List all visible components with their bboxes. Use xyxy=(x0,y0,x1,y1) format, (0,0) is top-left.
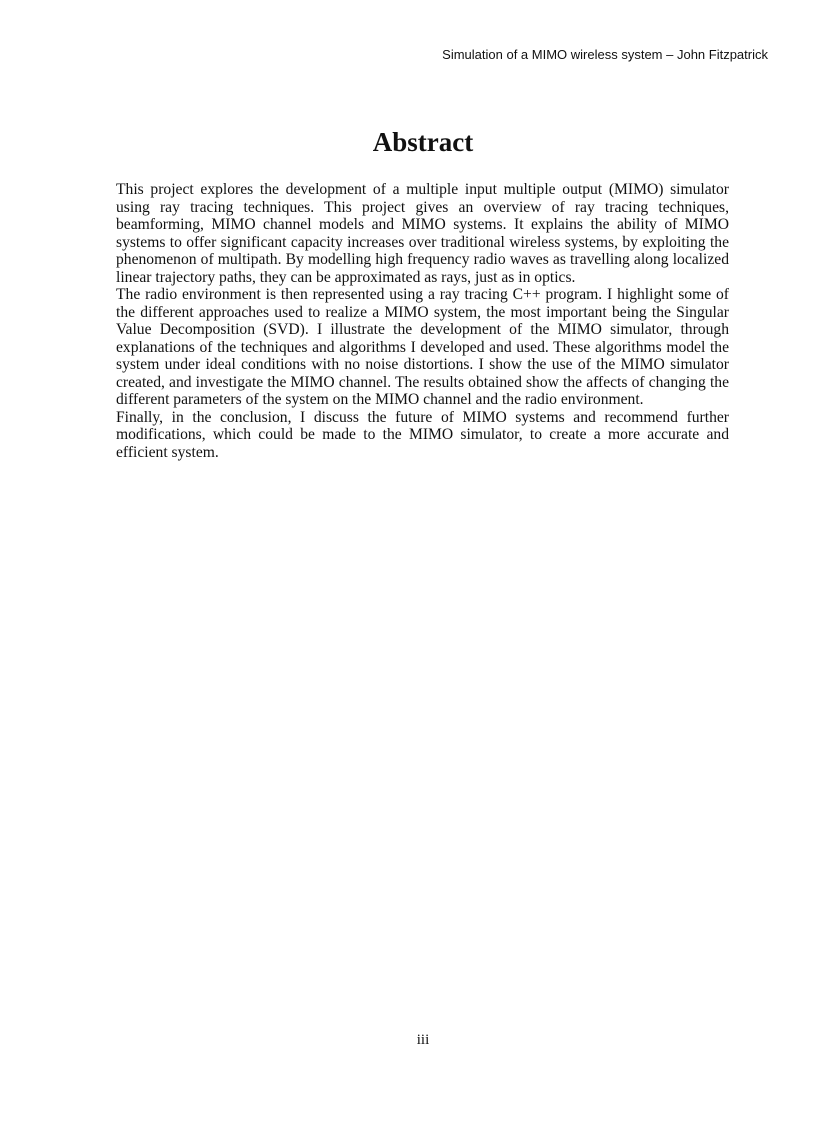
abstract-paragraph-1: This project explores the development of a multiple input multiple output (MIMO) simulator using ray tracing techniques. This project gives an overview of ray tracing techniques, beamforming, MIMO channel models and MIMO systems. It explains the ability of MIMO systems to offer significant capacity increases over traditional wireless systems, by exploiting the phenomenon of multipath. By modelling high frequency radio waves as travelling along localized linear trajectory paths, they can be approximated as rays, just as in optics. xyxy=(116,181,729,286)
abstract-body xyxy=(116,181,729,461)
abstract-paragraph-2: The radio environment is then represented using a ray tracing C++ program. I highlight some of the different approaches used to realize a MIMO system, the most important being the Singular Value Decomposition (SVD). I illustrate the development of the MIMO simulator, through explanations of the techniques and algorithms I developed and used. These algorithms model the system under ideal conditions with no noise distortions. I show the use of the MIMO simulator created, and investigate the MIMO channel. The results obtained show the affects of changing the different parameters of the system on the MIMO channel and the radio environment. xyxy=(116,286,729,408)
page-number: iii xyxy=(416,1032,430,1048)
page-title: Abstract xyxy=(372,127,474,157)
running-header: Simulation of a MIMO wireless system – John Fitzpatrick xyxy=(442,47,768,62)
abstract-paragraph-3: Finally, in the conclusion, I discuss the future of MIMO systems and recommend further modifications, which could be made to the MIMO simulator, to create a more accurate and efficient system. xyxy=(116,408,729,461)
